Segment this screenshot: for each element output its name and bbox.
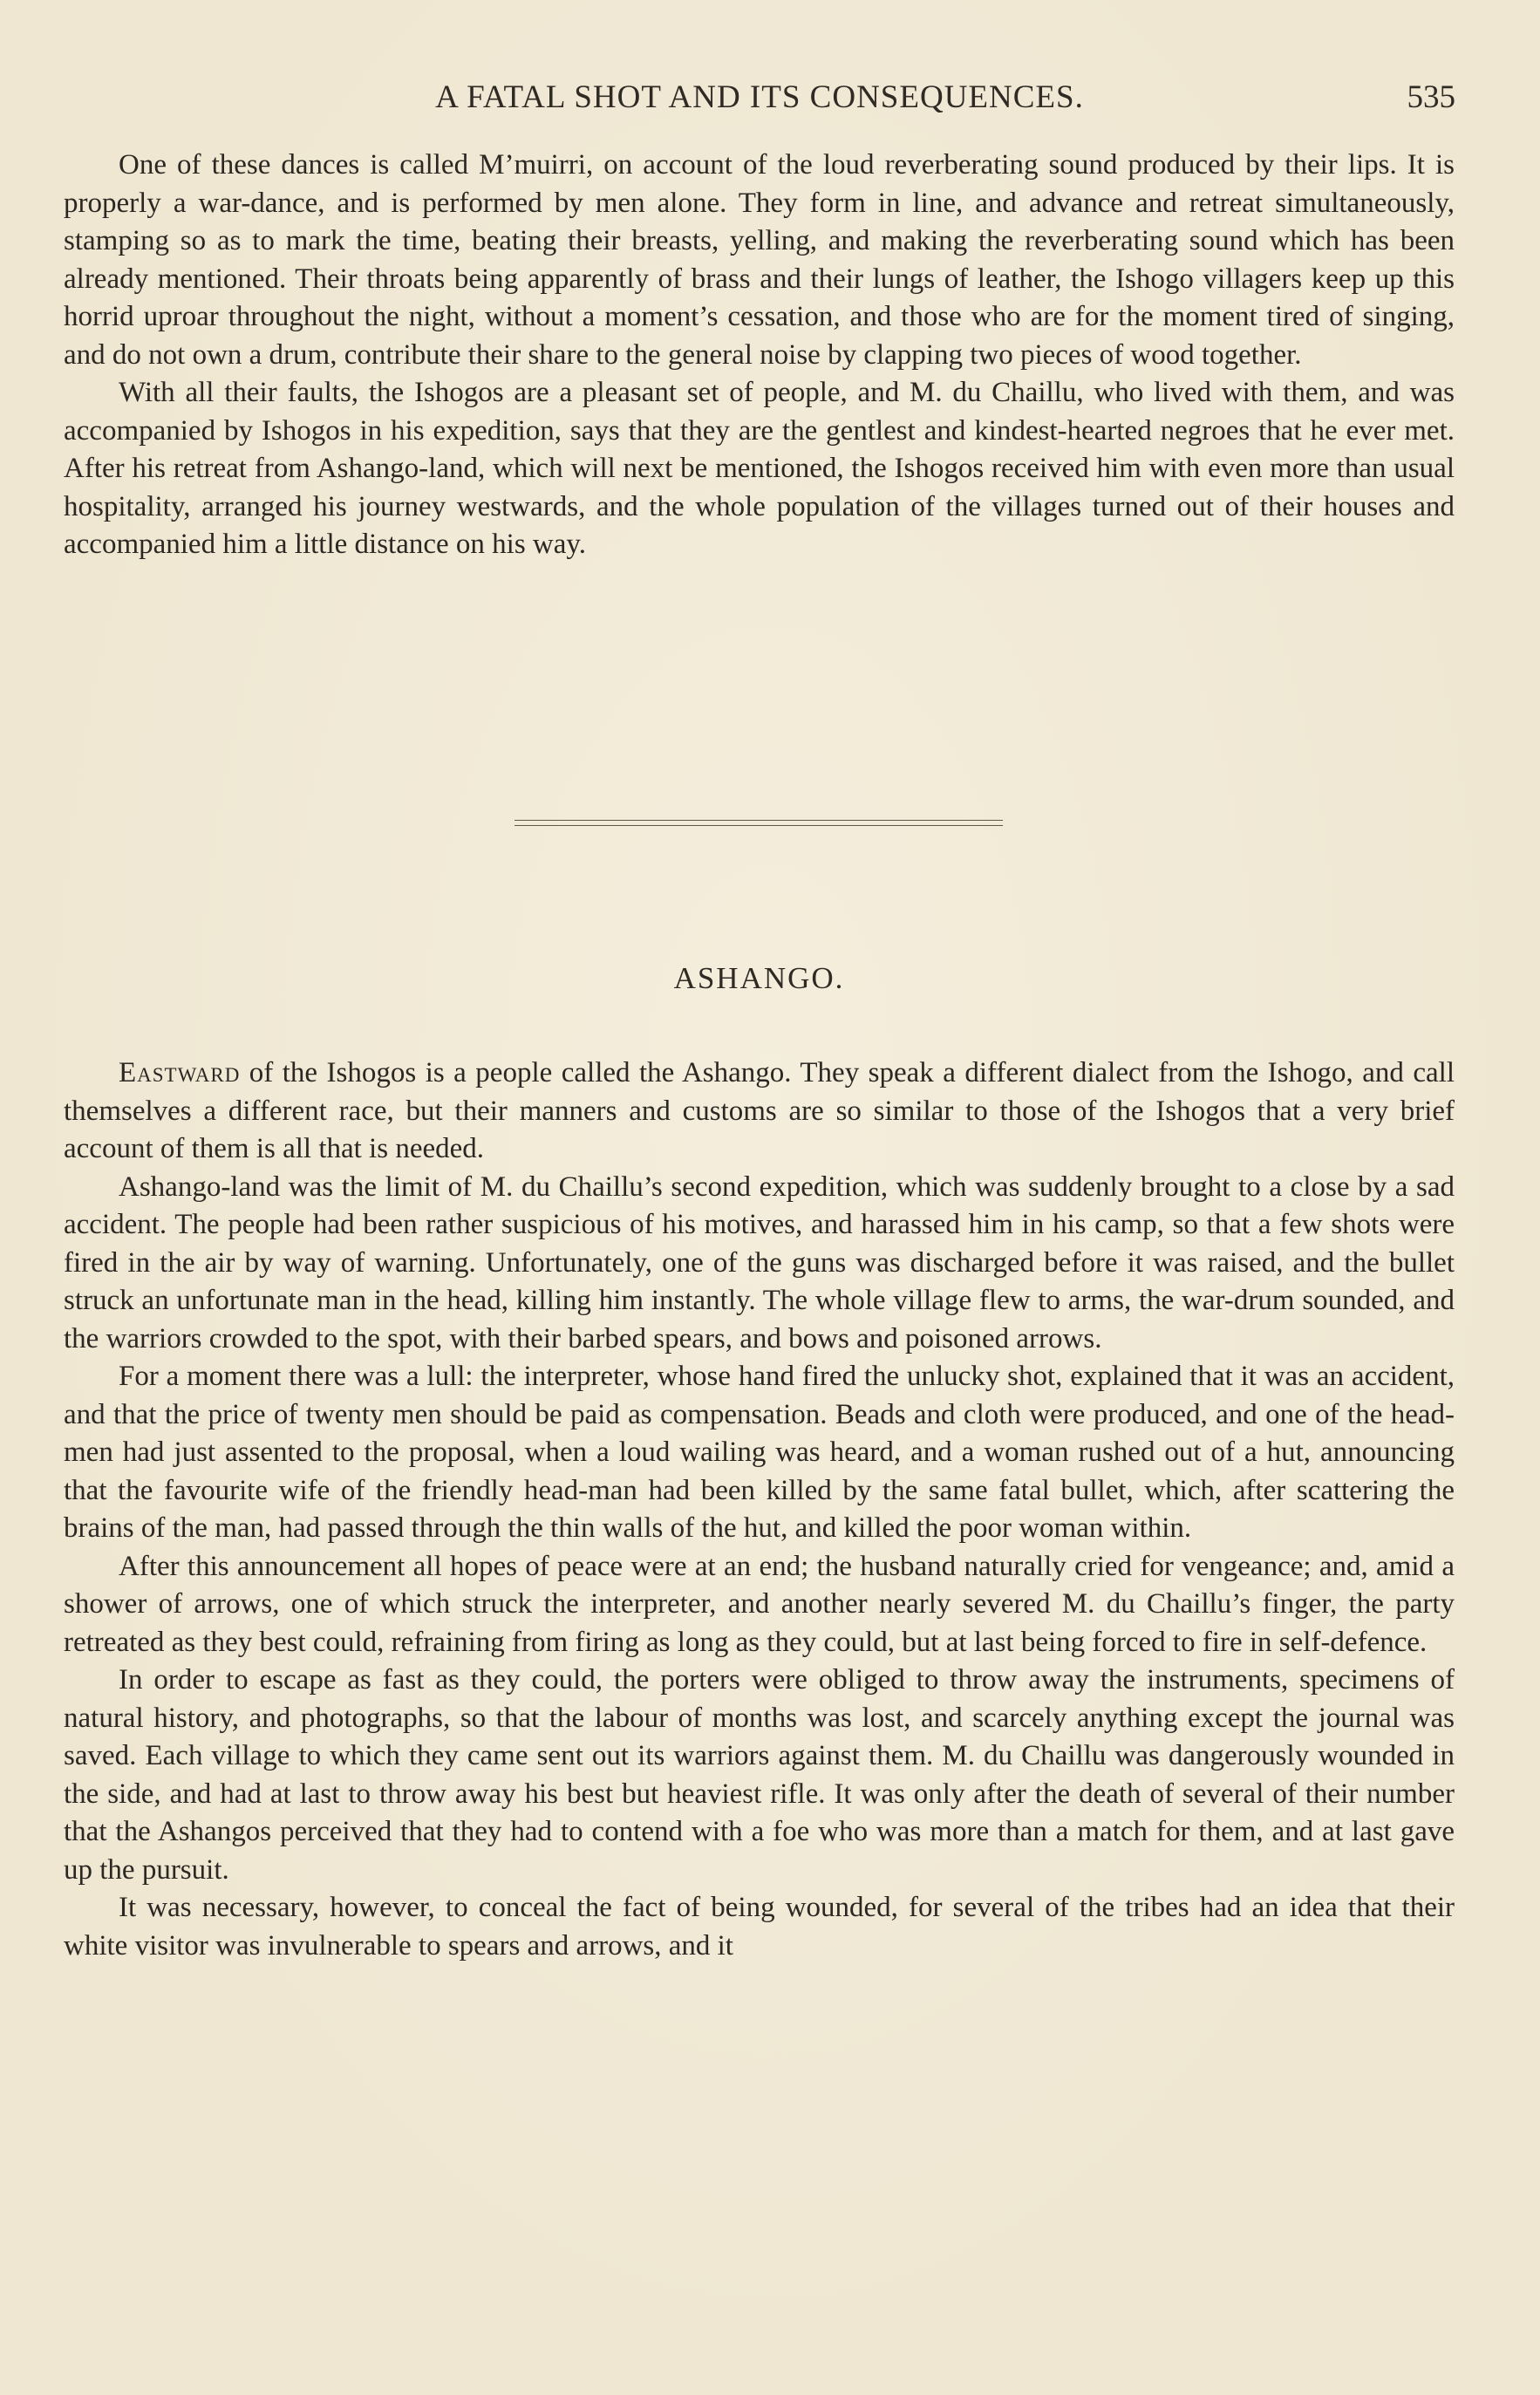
running-head [64,77,1455,119]
paragraph-lull: For a moment there was a lull: the interpreter, whose hand fired the unlucky shot, explained that it was an accident, and that the price of twenty men should be paid as compensation. Beads and cloth were produced, and one of the head-men had just assented to the proposal, when a loud wailing was heard, and a woman rushed out of a hut, announcing that the favourite wife of the friendly head-man had been killed by the same fatal bullet, which, after scattering the brains of the man, had passed through the thin walls of the hut, and killed the poor woman within. [64,1361,1455,1544]
divider-line-lower [514,825,1003,826]
section-title: ASHANGO. [673,961,845,995]
paragraph-expedition: Ashango-land was the limit of M. du Chaillu’s second expedition, which was suddenly brought to a close by a sad accident. The people had been rather suspicious of his motives, and harassed him in his camp, so that a few shots were fired in the air by way of warning. Unfortunately, one of the guns was discharged before it was raised, and the bullet struck an unfortunate man in the head, killing him instantly. The whole village flew to arms, the war-drum sounded, and the warriors crowded to the spot, with their barbed spears, and bows and poisoned arrows. [64,1170,1455,1354]
divider-line-upper [514,820,1003,821]
paragraph-escape: In order to escape as fast as they could, the porters were obliged to throw away the instruments, specimens of natural history, and photographs, so that the labour of months was lost, and scarcely anything except the journal was saved. Each village to which they came sent out its warriors against them. M. du Chaillu was dangerously wounded in the side, and had at last to throw away his best but heaviest rifle. It was only after the death of several of their number that the Ashangos perceived that they had to contend with a foe who was more than a match for them, and at last gave up the pursuit. [64,1664,1455,1886]
paragraph-dances: One of these dances is called M’muirri, on account of the loud reverberating sound produced by their lips. It is properly a war-dance, and is performed by men alone. They form in line, and advance and retreat simultaneously, stamping so as to mark the time, beating their breasts, yelling, and making the reverberating sound which has been already mentioned. Their throats being apparently of brass and their lungs of leather, the Ishogo villagers keep up this horrid uproar throughout the night, without a moment’s cessation, and those who are for the moment tired of singing, and do not own a drum, contribute their share to the general noise by clapping two pieces of wood together. [64,149,1455,371]
paragraph-concealment: It was necessary, however, to conceal the fact of being wounded, for several of the tribes had an idea that their white visitor was invulnerable to spears and arrows, and it [64,1892,1455,1962]
lead-word: Eastward [119,1057,241,1088]
section-text-block [64,1054,1455,1965]
running-title: A FATAL SHOT AND ITS CONSEQUENCES. [435,79,1084,115]
paragraph-intro-rest: of the Ishogos is a people called the Ashango. They speak a different dialect from the Ishogo, and call themselves a different race, but their manners and customs are so similar to those of the Ishogos that a very brief account of them is all that is needed. [64,1057,1455,1164]
page-number: 535 [1407,79,1455,115]
paragraph-vengeance: After this announcement all hopes of peace were at an end; the husband naturally cried for vengeance; and, amid a shower of arrows, one of which struck the interpreter, and another nearly severed M. du Chaillu’s finger, the party retreated as they best could, refraining from firing as long as they could, but at last being forced to fire in self-defence. [64,1550,1455,1658]
section-divider [514,820,1003,829]
top-text-block [64,147,1455,564]
paragraph-ishogo-character: With all their faults, the Ishogos are a pleasant set of people, and M. du Chaillu, who lived with them, and was accompanied by Ishogos in his expedition, says that they are the gentlest and kindest-hearted negroes that he ever met. After his retreat from Ashango-land, which will next be mentioned, the Ishogos received him with even more than usual hospitality, arranged his journey westwards, and the whole population of the villages turned out of their houses and accompanied him a little distance on his way. [64,377,1455,560]
paragraph-intro [64,1054,1455,1169]
